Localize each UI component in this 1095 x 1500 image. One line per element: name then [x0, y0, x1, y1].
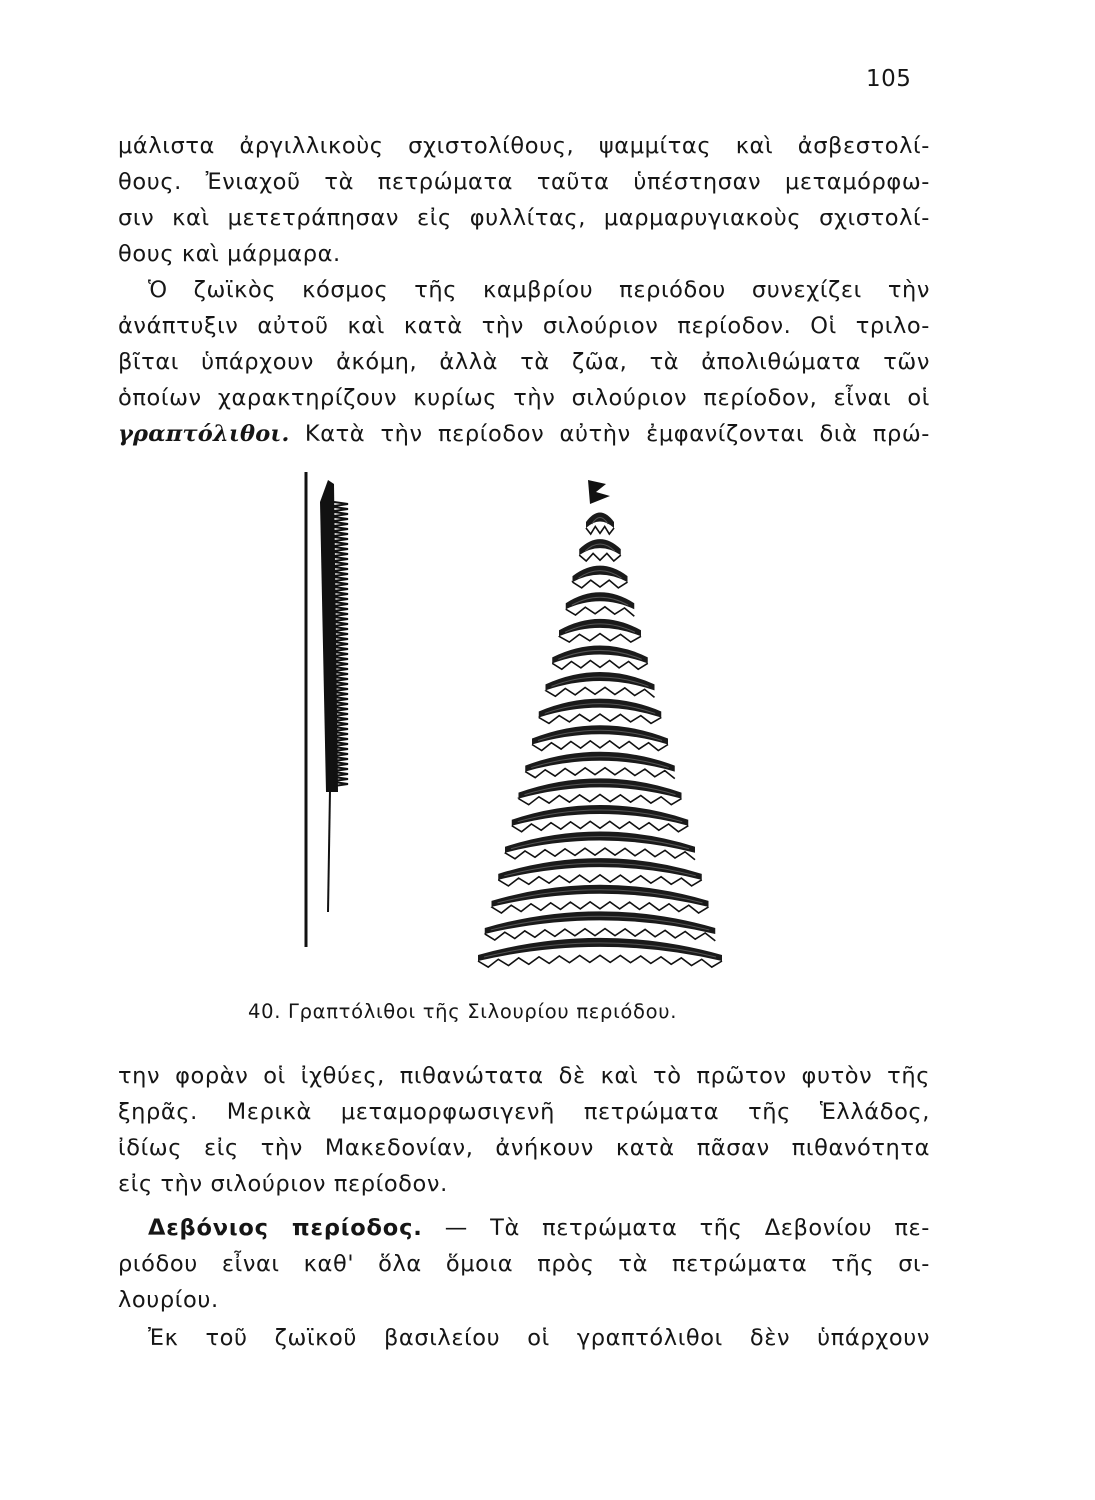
text-line-with-heading [118, 1210, 930, 1246]
text-line: Ὁ ζωϊκὸς κόσμος τῆς καμβρίου περιόδου συνεχίζει τὴν [148, 277, 930, 303]
top-text-block [118, 128, 930, 452]
graptolite-conical-drawing [478, 480, 722, 967]
text-line: ἰδίως εἰς τὴν Μακεδονίαν, ἀνήκουν κατὰ πᾶσαν πιθανότητα [118, 1135, 930, 1161]
section-heading-devonian: Δεβόνιος περίοδος. [148, 1215, 423, 1241]
text-line: θους καὶ μάρμαρα. [118, 241, 341, 267]
bottom-text-block [118, 1058, 930, 1356]
text-line: ἀνάπτυξιν αὐτοῦ καὶ κατὰ τὴν σιλούριον περίοδον. Οἱ τριλο- [118, 313, 930, 339]
text-line: μάλιστα ἀργιλλικοὺς σχιστολίθους, ψαμμίτας καὶ ἀσβεστολί- [118, 133, 930, 159]
text-line: βῖται ὑπάρχουν ἀκόμη, ἀλλὰ τὰ ζῶα, τὰ ἀπολιθώματα τῶν [118, 349, 930, 375]
text-line: λουρίου. [118, 1287, 219, 1313]
text-line: σιν καὶ μετετράπησαν εἰς φυλλίτας, μαρμαρυγιακοὺς σχιστολί- [118, 205, 930, 231]
text-line: εἰς τὴν σιλούριον περίοδον. [118, 1171, 448, 1197]
text-line: Ἐκ τοῦ ζωϊκοῦ βασιλείου οἱ γραπτόλιθοι δὲν ὑπάρχουν [148, 1325, 930, 1351]
text-line: ξηρᾶς. Μερικὰ μεταμορφωσιγενῆ πετρώματα τῆς Ἑλλάδος, [118, 1099, 930, 1125]
graptolite-figure [290, 462, 730, 982]
figure-caption: 40. Γραπτόλιθοι τῆς Σιλουρίου περιόδου. [248, 1000, 678, 1023]
italic-term-graptolites: γραπτόλιθοι. [118, 421, 290, 447]
text-line-rest: — Τὰ πετρώματα τῆς Δεβονίου πε- [422, 1215, 931, 1241]
text-line-with-term [118, 416, 930, 452]
graptolite-single-branch-drawing [306, 472, 348, 947]
text-line: θους. Ἐνιαχοῦ τὰ πετρώματα ταῦτα ὑπέστησαν μεταμόρφω- [118, 169, 930, 195]
page-number: 105 [866, 66, 912, 92]
text-line: την φορὰν οἱ ἰχθύες, πιθανώτατα δὲ καὶ τὸ πρῶτον φυτὸν τῆς [118, 1063, 930, 1089]
text-line: ὁποίων χαρακτηρίζουν κυρίως τὴν σιλούριον περίοδον, εἶναι οἱ [118, 385, 930, 411]
text-line: ριόδου εἶναι καθ' ὅλα ὅμοια πρὸς τὰ πετρώματα τῆς σι- [118, 1251, 930, 1277]
text-line-rest: Κατὰ τὴν περίοδον αὐτὴν ἐμφανίζονται διὰ πρώ- [289, 421, 930, 447]
